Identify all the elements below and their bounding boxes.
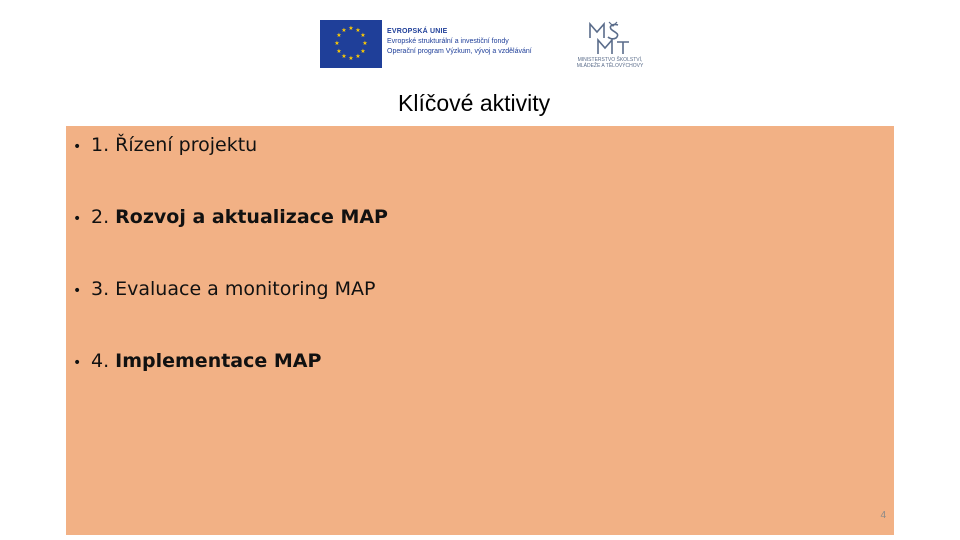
slide-title: Klíčové aktivity — [398, 90, 551, 116]
bullet-item-4 — [73, 350, 321, 372]
svg-text:★: ★ — [360, 48, 366, 55]
bullet-dot-icon: • — [73, 355, 82, 371]
bullet-dot-icon: • — [73, 139, 82, 155]
svg-text:★: ★ — [348, 55, 354, 62]
content-panel — [66, 126, 894, 535]
svg-text:★: ★ — [348, 25, 354, 32]
bullet-text: Řízení projektu — [115, 134, 258, 156]
msmt-name — [565, 57, 655, 69]
svg-text:★: ★ — [334, 40, 340, 47]
bullet-item-1 — [73, 134, 257, 156]
bullet-item-2 — [73, 206, 388, 228]
svg-text:★: ★ — [355, 53, 361, 60]
eu-line-1: EVROPSKÁ UNIE — [387, 28, 448, 35]
ministry-line-1: MINISTERSTVO ŠKOLSTVÍ, — [577, 57, 643, 63]
bullet-dot-icon: • — [73, 283, 82, 299]
svg-text:★: ★ — [360, 32, 366, 39]
svg-text:★: ★ — [355, 27, 361, 34]
eu-line-2: Evropské strukturální a investiční fondy — [387, 38, 509, 45]
eu-text — [387, 27, 532, 57]
svg-text:★: ★ — [362, 40, 368, 47]
bullet-dot-icon: • — [73, 211, 82, 227]
page-number: 4 — [880, 510, 886, 521]
svg-text:★: ★ — [341, 53, 347, 60]
msmt-logo — [565, 20, 655, 72]
svg-text:★: ★ — [341, 27, 347, 34]
svg-text:★: ★ — [336, 32, 342, 39]
bullet-number: 2. — [91, 206, 110, 228]
eu-flag-icon — [320, 20, 382, 68]
bullet-number: 3. — [91, 278, 110, 300]
bullet-number: 4. — [91, 350, 110, 372]
svg-text:★: ★ — [336, 48, 342, 55]
eu-stars — [320, 20, 382, 68]
bullet-number: 1. — [91, 134, 110, 156]
bullet-text: Evaluace a monitoring MAP — [115, 278, 376, 300]
bullet-item-3 — [73, 278, 375, 300]
bullet-text: Implementace MAP — [115, 350, 322, 372]
ministry-line-2: MLÁDEŽE A TĚLOVÝCHOVY — [576, 63, 644, 69]
bullet-text: Rozvoj a aktualizace MAP — [115, 206, 388, 228]
msmt-logo-icon — [565, 20, 655, 56]
eu-line-3: Operační program Výzkum, vývoj a vzdělávání — [387, 48, 532, 55]
logo-bar — [320, 18, 660, 74]
